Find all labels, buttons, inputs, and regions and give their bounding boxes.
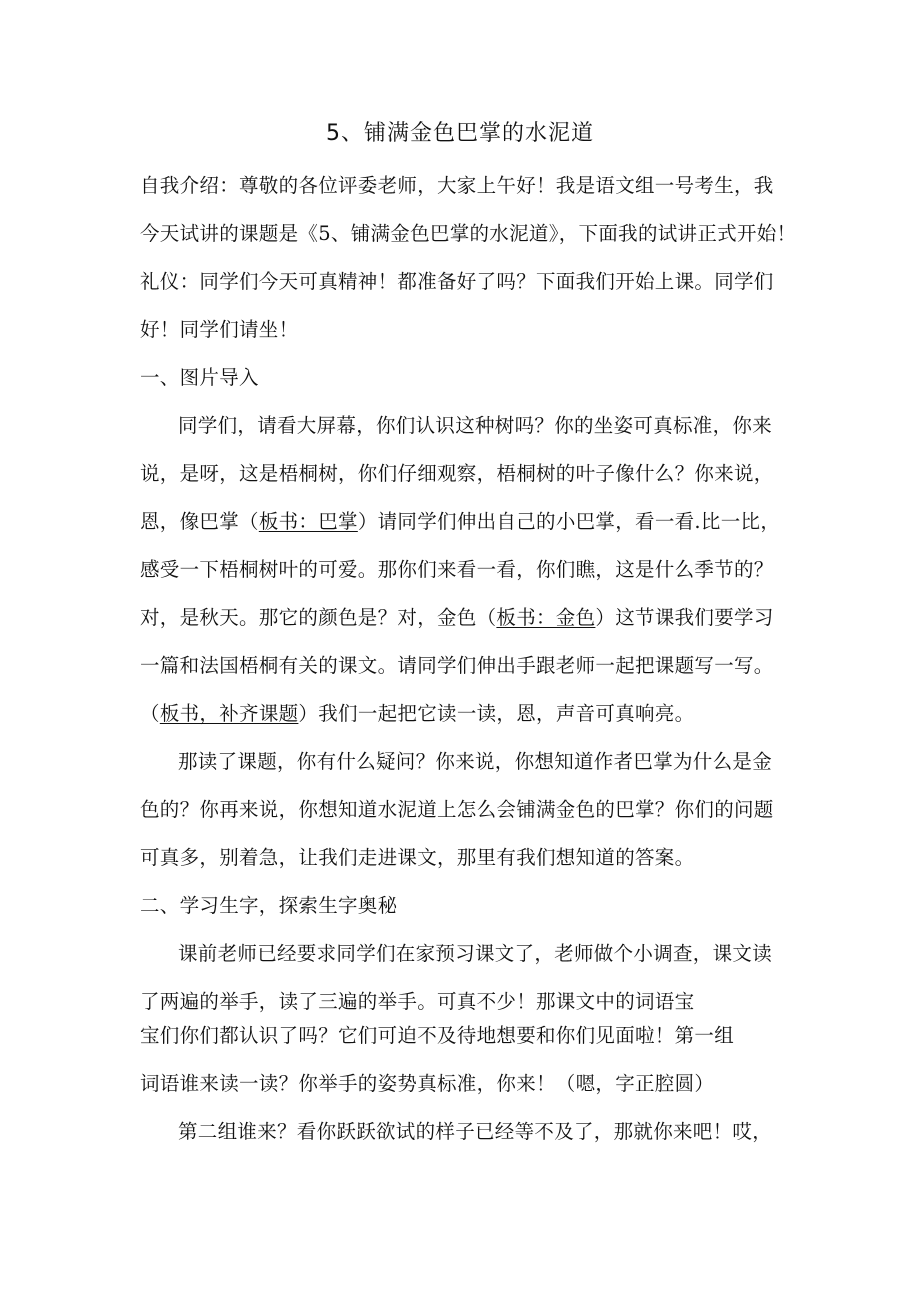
intro-line-1: 自我介绍：尊敬的各位评委老师，大家上午好！我是语文组一号考生，我 bbox=[140, 174, 774, 197]
s2-p1-line-1: 课前老师已经要求同学们在家预习课文了，老师做个小调查，课文读 bbox=[178, 942, 773, 965]
intro-line-2: 今天试讲的课题是《5、铺满金色巴掌的水泥道》，下面我的试讲正式开始！ bbox=[140, 222, 797, 245]
s1-p1-line-7 bbox=[140, 698, 694, 726]
s1-p2-line-2: 色的？你再来说，你想知道水泥道上怎么会铺满金色的巴掌？你们的问题 bbox=[140, 798, 774, 821]
document-title: 5、铺满金色巴掌的水泥道 bbox=[326, 121, 594, 146]
etiquette-line-2: 好！同学们请坐！ bbox=[140, 318, 299, 341]
text-run: （ bbox=[140, 702, 160, 725]
text-run: 恩，像巴掌（ bbox=[140, 510, 259, 533]
text-run: ）这节课我们要学习 bbox=[595, 606, 774, 629]
board-note-title: 板书，补齐课题 bbox=[159, 702, 299, 725]
text-run: 对，是秋天。那它的颜色是？对，金色（ bbox=[140, 606, 497, 629]
s2-p2-line-1: 第二组谁来？看你跃跃欲试的样子已经等不及了，那就你来吧！哎， bbox=[178, 1120, 773, 1143]
section-2-heading: 二、学习生字，探索生字奥秘 bbox=[140, 894, 398, 917]
s1-p1-line-2: 说，是呀，这是梧桐树，你们仔细观察，梧桐树的叶子像什么？你来说， bbox=[140, 462, 774, 485]
board-note-bazhang: 板书：巴掌 bbox=[258, 510, 358, 533]
text-run: ）我们一起把它读一读，恩，声音可真响亮。 bbox=[298, 702, 695, 725]
s2-p1-line-3: 宝们你们都认识了吗？它们可迫不及待地想要和你们见面啦！第一组 bbox=[140, 1024, 735, 1047]
s2-p1-line-4: 词语谁来读一读？你举手的姿势真标准，你来！（嗯，字正腔圆） bbox=[140, 1072, 715, 1095]
s1-p1-line-1: 同学们，请看大屏幕，你们认识这种树吗？你的坐姿可真标准，你来 bbox=[178, 414, 773, 437]
s1-p1-line-6: 一篇和法国梧桐有关的课文。请同学们伸出手跟老师一起把课题写一写。 bbox=[140, 654, 774, 677]
s1-p2-line-1: 那读了课题，你有什么疑问？你来说，你想知道作者巴掌为什么是金 bbox=[178, 750, 773, 773]
etiquette-line-1: 礼仪：同学们今天可真精神！都准备好了吗？下面我们开始上课。同学们 bbox=[140, 270, 774, 293]
s1-p1-line-3 bbox=[140, 506, 780, 534]
board-note-jinse: 板书：金色 bbox=[496, 606, 596, 629]
s1-p1-line-4: 感受一下梧桐树叶的可爱。那你们来看一看，你们瞧，这是什么季节的？ bbox=[140, 558, 774, 581]
text-run: ）请同学们伸出自己的小巴掌，看一看.比一比， bbox=[357, 510, 781, 533]
section-1-heading: 一、图片导入 bbox=[140, 366, 259, 389]
s1-p2-line-3: 可真多，别着急，让我们走进课文，那里有我们想知道的答案。 bbox=[140, 846, 695, 869]
s2-p1-line-2: 了两遍的举手，读了三遍的举手。可真不少！那课文中的词语宝 bbox=[140, 990, 695, 1013]
s1-p1-line-5 bbox=[140, 602, 774, 630]
